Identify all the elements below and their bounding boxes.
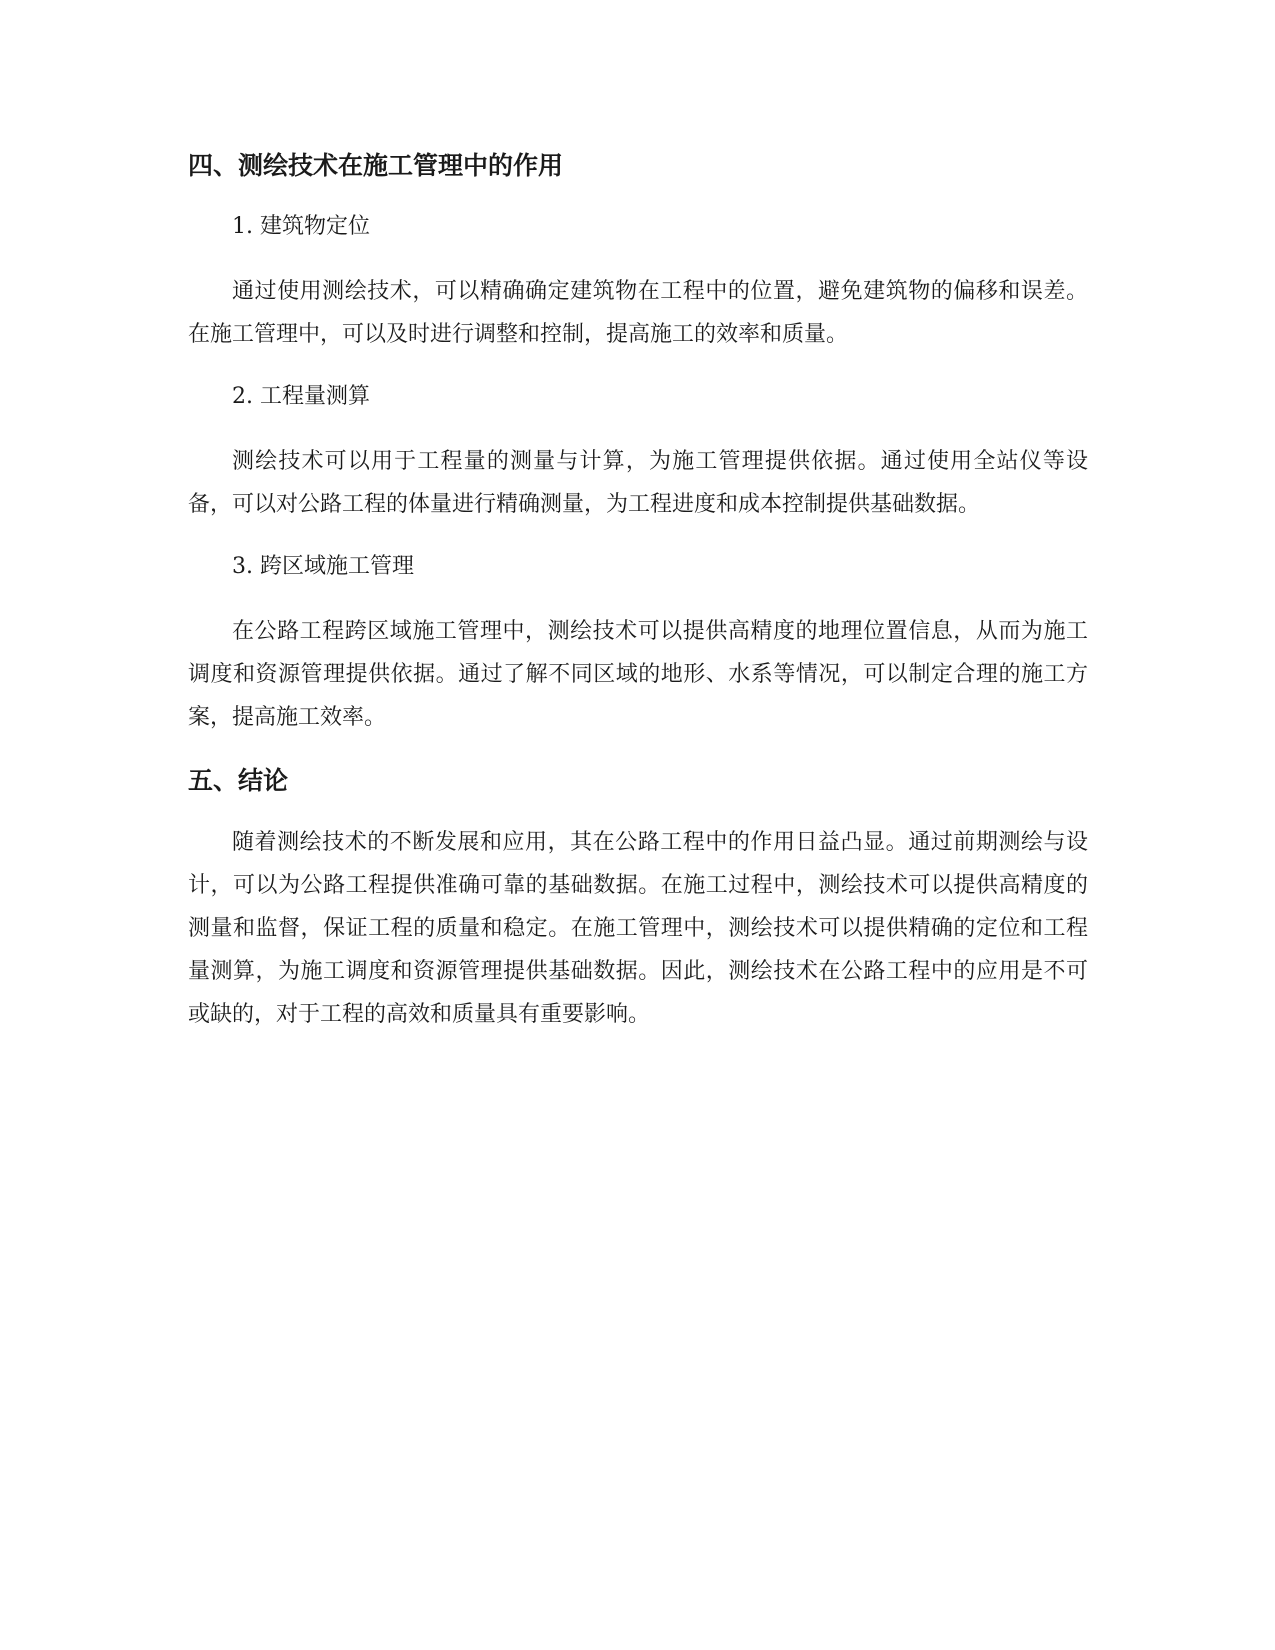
section-heading-4: 四、测绘技术在施工管理中的作用 bbox=[188, 151, 564, 180]
subheading-quantity-measurement: 2. 工程量测算 bbox=[232, 384, 370, 409]
paragraph-quantity-measurement: 测绘技术可以用于工程量的测量与计算，为施工管理提供依据。通过使用全站仪等设备，可以对公路工程的体量进行精确测量，为工程进度和成本控制提供基础数据。 bbox=[188, 449, 1088, 517]
subheading-building-positioning: 1. 建筑物定位 bbox=[232, 214, 370, 239]
paragraph-conclusion: 随着测绘技术的不断发展和应用，其在公路工程中的作用日益凸显。通过前期测绘与设计，可以为公路工程提供准确可靠的基础数据。在施工过程中，测绘技术可以提供高精度的测量和监督，保证工程的质量和稳定。在施工管理中，测绘技术可以提供精确的定位和工程量测算，为施工调度和资源管理提供基础数据。因此，测绘技术在公路工程中的应用是不可或缺的，对于工程的高效和质量具有重要影响。 bbox=[188, 830, 1088, 1027]
section-heading-5: 五、结论 bbox=[188, 766, 289, 795]
subheading-cross-region-management: 3. 跨区域施工管理 bbox=[232, 554, 414, 579]
document-page bbox=[188, 140, 1088, 1036]
paragraph-building-positioning: 通过使用测绘技术，可以精确确定建筑物在工程中的位置，避免建筑物的偏移和误差。在施工管理中，可以及时进行调整和控制，提高施工的效率和质量。 bbox=[188, 279, 1088, 347]
paragraph-cross-region-management: 在公路工程跨区域施工管理中，测绘技术可以提供高精度的地理位置信息，从而为施工调度和资源管理提供依据。通过了解不同区域的地形、水系等情况，可以制定合理的施工方案，提高施工效率。 bbox=[188, 619, 1088, 730]
